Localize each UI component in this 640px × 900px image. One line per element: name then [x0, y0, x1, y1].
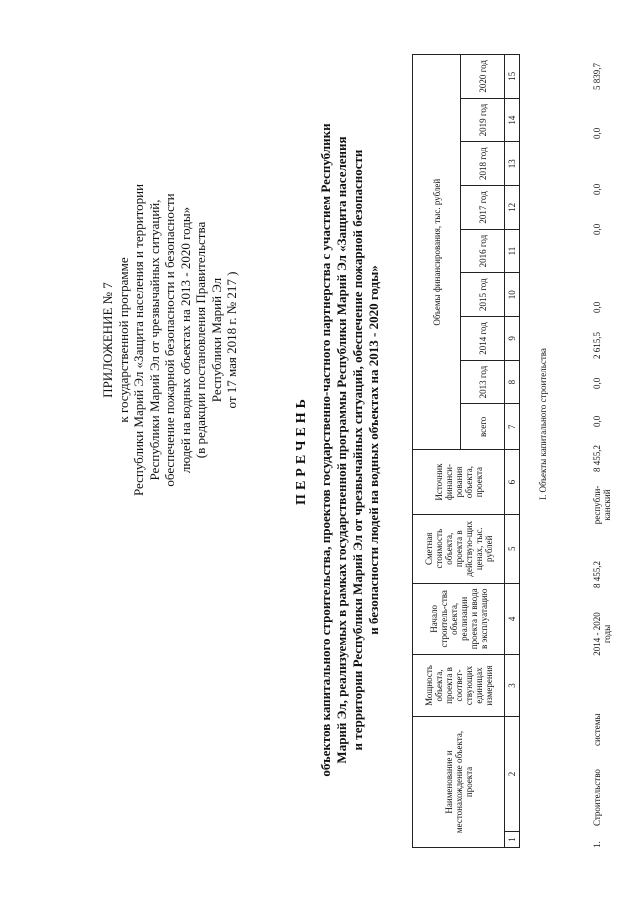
- section-heading: I. Объекты капитального строительства: [538, 348, 548, 500]
- header-name: Наименование и местонахождение объекта, проекта: [413, 717, 505, 848]
- header-year: 2016 год: [461, 229, 505, 273]
- appendix-line: Республики Марий Эл «Защита населения и территории: [131, 183, 146, 497]
- appendix-line: ПРИЛОЖЕНИЕ № 7: [100, 282, 115, 398]
- row-period-years: 2014 - 2020: [592, 612, 602, 656]
- column-number: 2: [505, 717, 520, 832]
- header-start: Начало строитель-ства объекта, реализации проекта и ввода в эксплуатацию: [413, 583, 505, 654]
- header-year: 2020 год: [461, 55, 505, 99]
- column-number: 8: [505, 360, 520, 404]
- row-cost: 8 455,2: [592, 561, 602, 588]
- row-period-label: годы: [602, 624, 612, 644]
- appendix-line: от 17 мая 2018 г. № 217 ): [224, 271, 239, 409]
- row-2017: 0,0: [592, 223, 602, 235]
- row-source-line: канский: [602, 489, 612, 521]
- header-year: 2017 год: [461, 186, 505, 230]
- row-2020: 5 839,7: [592, 63, 602, 90]
- appendix-line: обеспечение пожарной безопасности и безопасности: [162, 193, 177, 487]
- row-2015: 2 615,5: [592, 332, 602, 359]
- header-volumes: Объемы финансирования, тыс. рублей: [413, 55, 461, 450]
- appendix-line: (в редакции постановления Правительства: [193, 221, 208, 459]
- appendix-line: Республики Марий Эл: [208, 277, 224, 403]
- header-cost: Сметная стоимость объекта, проекта в действую-щих ценах, тыс. рублей: [413, 514, 505, 583]
- row-number: 1.: [592, 841, 602, 848]
- column-number: 11: [505, 229, 520, 273]
- column-number: 1: [505, 831, 520, 847]
- subtitle-line: Марий Эл, реализуемых в рамках государственной программы Республики Марий Эл «Защита населения: [334, 136, 349, 764]
- document-subtitle: [318, 40, 382, 860]
- appendix-block: [100, 130, 240, 550]
- column-number: 14: [505, 98, 520, 142]
- column-number: 10: [505, 273, 520, 317]
- row-period: [592, 604, 612, 664]
- row-2016: 0,0: [592, 301, 602, 313]
- document-title: ПЕРЕЧЕНЬ: [294, 395, 309, 505]
- header-year: 2018 год: [461, 142, 505, 186]
- subtitle-line: объектов капитального строительства, проектов государственно-частного партнерства с участием Республики: [318, 123, 333, 777]
- appendix-line: к государственной программе: [115, 257, 131, 423]
- header-year: 2014 год: [461, 317, 505, 361]
- row-source-line: республи-: [592, 485, 602, 525]
- column-number: 12: [505, 186, 520, 230]
- row-2018: 0,0: [592, 183, 602, 195]
- appendix-line: Республики Марий Эл от чрезвычайных ситуаций,: [146, 199, 162, 481]
- column-number: 9: [505, 317, 520, 361]
- column-number: 3: [505, 654, 520, 716]
- header-source: Источник финанси-рования объекта, проекта: [413, 450, 505, 514]
- column-number: 4: [505, 583, 520, 654]
- row-total: 8 455,2: [592, 445, 602, 472]
- column-number: 6: [505, 450, 520, 514]
- row-name-cont: системы: [592, 713, 602, 746]
- column-number: 13: [505, 142, 520, 186]
- column-number: 7: [505, 404, 520, 450]
- column-number: 15: [505, 55, 520, 99]
- subtitle-line: и безопасности людей на водных объектах на 2013 - 2020 годы»: [366, 265, 381, 635]
- appendix-line: людей на водных объектах на 2013 - 2020 годы»: [177, 206, 193, 474]
- funding-table: [412, 54, 520, 848]
- row-2019: 0,0: [592, 127, 602, 139]
- subtitle-line: и территории Республики Марий Эл от чрезвычайных ситуаций, обеспечение пожарной безопасности: [350, 149, 365, 751]
- header-total: всего: [461, 404, 505, 450]
- row-name: Строительство: [592, 769, 602, 826]
- row-source: [592, 480, 612, 530]
- header-year: 2015 год: [461, 273, 505, 317]
- row-2013: 0,0: [592, 415, 602, 427]
- header-year: 2013 год: [461, 360, 505, 404]
- column-number: 5: [505, 514, 520, 583]
- row-2014: 0,0: [592, 377, 602, 389]
- header-year: 2019 год: [461, 98, 505, 142]
- header-capacity: Мощность объекта, проекта в соответ-ствующих единицах измерения: [413, 654, 505, 716]
